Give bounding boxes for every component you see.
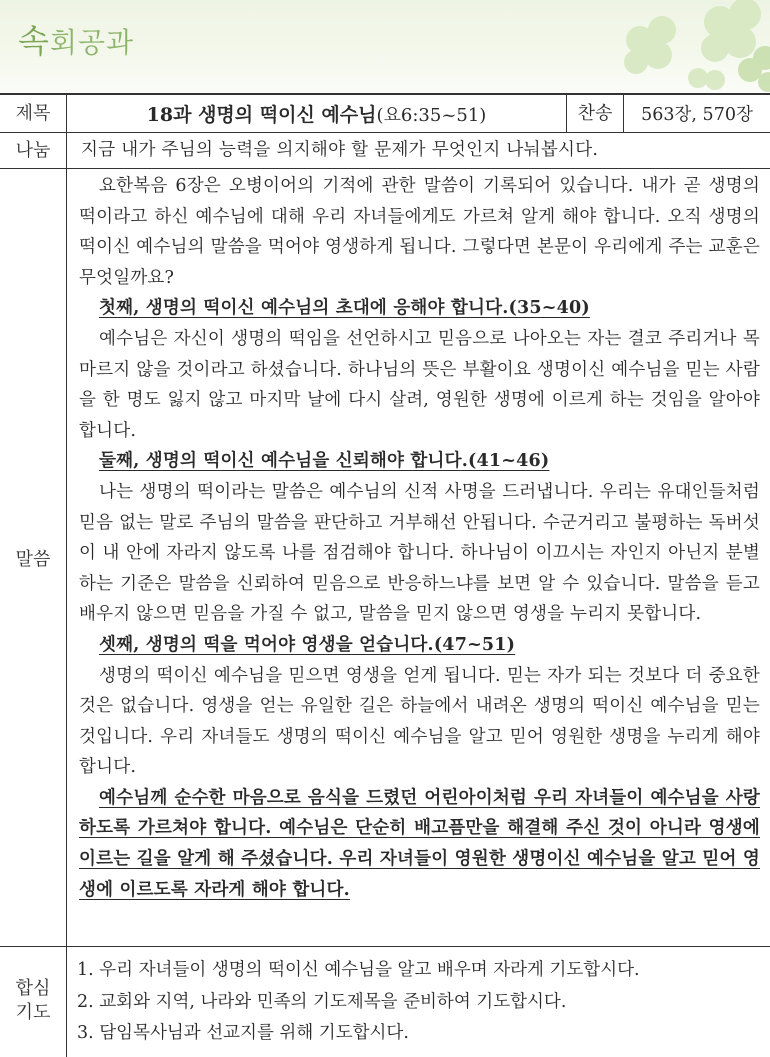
header-title: 속회공과: [18, 16, 134, 62]
page-header: [0, 0, 770, 92]
worksheet-table: [0, 93, 770, 1057]
point-paragraph: 생명의 떡이신 예수님을 믿으면 영생을 얻게 됩니다. 믿는 자가 되는 것보다 더 중요한 것은 없습니다. 영생을 얻는 유일한 길은 하늘에서 내려온 생명의 떡이신 예수님을 믿는 것입니다. 우리 자녀들도 생명의 떡이신 예수님을 알고 믿어 영원한 생명을 누리게 해야 합니다.: [79, 661, 760, 783]
share-row: [0, 133, 770, 169]
lesson-title: 18과 생명의 떡이신 예수님(요6:35~51): [67, 100, 566, 127]
share-label: 나눔: [0, 133, 67, 169]
prayer-item: 1. 우리 자녀들이 생명의 떡이신 예수님을 알고 배우며 자라게 기도합시다.: [77, 955, 760, 987]
prayer-row: [0, 947, 770, 1057]
point-paragraph: 예수님은 자신이 생명의 떡임을 선언하시고 믿음으로 나아오는 자는 결코 주리거나 목마르지 않을 것이라고 하셨습니다. 하나님의 뜻은 부활이요 생명이신 예수님을 믿는 사람을 한 명도 잃지 않고 마지막 날에 다시 살려, 영원한 생명에 이르게 하는 것임을 알아야 합니다.: [79, 324, 760, 446]
title-row: [0, 94, 770, 133]
clover-decoration-icon: [600, 0, 770, 92]
hymn-label: 찬송: [566, 95, 624, 132]
share-question: 지금 내가 주님의 능력을 의지해야 할 문제가 무엇인지 나눠봅시다.: [67, 133, 770, 168]
point-heading: 셋째, 생명의 떡을 먹어야 영생을 얻습니다.(47~51): [79, 630, 760, 661]
closing-paragraph: 예수님께 순수한 마음으로 음식을 드렸던 어린아이처럼 우리 자녀들이 예수님을 사랑하도록 가르쳐야 합니다. 예수님은 단순히 배고픔만을 해결해 주신 것이 아니라 영생에 이르는 길을 알게 해 주셨습니다. 우리 자녀들이 영원한 생명이신 예수님을 알고 믿어 영생에 이르도록 자라게 해야 합니다.: [79, 783, 760, 905]
point-paragraph: 나는 생명의 떡이라는 말씀은 예수님의 신적 사명을 드러냅니다. 우리는 유대인들처럼 믿음 없는 말로 주님의 말씀을 판단하고 거부해선 안됩니다. 수군거리고 불평하는 독버섯이 내 안에 자라지 않도록 나를 점검해야 합니다. 하나님이 이끄시는 자인지 아닌지 분별하는 기준은 말씀을 신뢰하여 믿음으로 반응하느냐를 보면 알 수 있습니다. 말씀을 듣고 배우지 않으면 믿음을 가질 수 없고, 말씀을 믿지 않으면 영생을 누리지 못합니다.: [79, 477, 760, 630]
prayer-item: 3. 담임목사님과 선교지를 위해 기도합시다.: [77, 1018, 760, 1050]
prayer-item: 2. 교회와 지역, 나라와 민족의 기도제목을 준비하여 기도합시다.: [77, 987, 760, 1019]
word-row: [0, 169, 770, 947]
title-label: 제목: [0, 94, 67, 133]
scripture-reference: (요6:35~51): [376, 105, 486, 126]
intro-paragraph: 요한복음 6장은 오병이어의 기적에 관한 말씀이 기록되어 있습니다. 내가 곧 생명의 떡이라고 하신 예수님에 대해 우리 자녀들에게도 가르쳐 알게 해야 합니다. 오직 생명의 떡이신 예수님의 말씀을 먹어야 영생하게 됩니다. 그렇다면 본문이 우리에게 주는 교훈은 무엇일까요?: [79, 171, 760, 293]
prayer-label: 합심 기도: [0, 947, 67, 1057]
word-label: 말씀: [0, 169, 67, 947]
hymn-value: 563장, 570장: [624, 101, 770, 126]
title-cell: [67, 94, 770, 133]
sermon-body: [67, 169, 770, 905]
prayer-list: [67, 947, 770, 1050]
point-heading: 둘째, 생명의 떡이신 예수님을 신뢰해야 합니다.(41~46): [79, 446, 760, 477]
point-heading: 첫째, 생명의 떡이신 예수님의 초대에 응해야 합니다.(35~40): [79, 293, 760, 324]
